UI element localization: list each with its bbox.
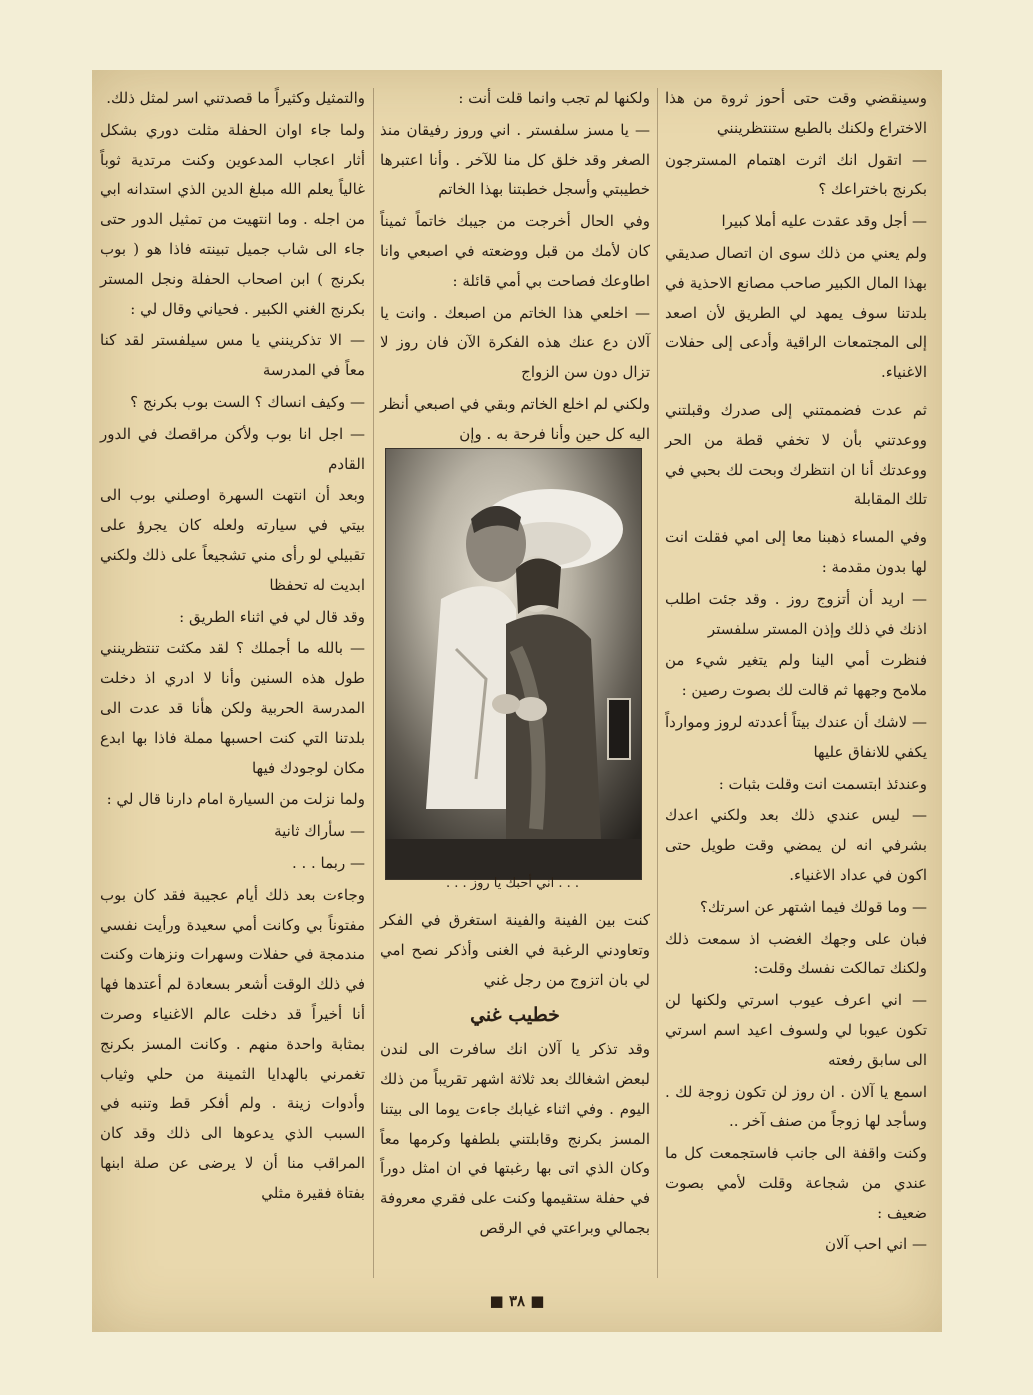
photo-illustration [386,449,641,879]
paragraph: ولما جاء اوان الحفلة مثلت دوري بشكل أثار اعجاب المدعوين وكنت مرتدية ثوباً غالياً يعلم الله مبلغ الدين الذي استدانه ابي من اجله . وما انتهيت من تمثيل الدور حتى جاء الى شاب جميل تبينته فاذا هو ( بوب بكرنج ) ابن اصحاب الحفلة ونجل المستر بكرنج الغني الكبير . فحياني وقال لي : [100,120,365,318]
paragraph: — وما قولك فيما اشتهر عن اسرتك؟ [699,897,927,916]
magazine-page [92,70,942,1332]
paragraph: — أجل وقد عقدت عليه أملا كبيرا [721,212,927,231]
couple-photograph [385,448,642,880]
paragraph: — ربما . . . [291,853,365,872]
middle-column [380,84,650,452]
right-column [665,84,927,1262]
paragraph: فنظرت أمي الينا ولم يتغير شيء من ملامح وجهها ثم قالت لك بصوت رصين : [665,651,927,700]
paragraph: — اجل انا بوب ولأكن مراقصك في الدور القادم [100,424,365,473]
paragraph: وبعد أن انتهت السهرة اوصلني بوب الى بيتي في سيارته ولعله كان يجرؤ على تقبيلي لو رأى مني تشجيعاً على ذلك ولكني ابديت له تحفظا [100,486,365,594]
paragraph: ولم يعني من ذلك سوى ان اتصال صديقي بهذا المال الكبير صاحب مصانع الاحذية في بلدتنا سوف يمهد لي الطريق لأن اصعد إلى المجتمعات الراقية وأدعى إلى حفلات الاغنياء. [665,243,927,382]
paragraph: كنت بين الفينة والفينة استغرق في الفكر وتعاودني الرغبة في الغنى وأذكر نصح امي لي بان اتزوج من رجل غني [380,911,650,989]
column-divider [657,88,658,1278]
paragraph: وفي المساء ذهبنا معا إلى امي فقلت انت لها بدون مقدمة : [665,528,927,576]
paragraph: ولما نزلت من السيارة امام دارنا قال لي : [106,790,365,809]
middle-column-lower [380,906,650,1246]
paragraph: — الا تذكرينني يا مس سيلفستر لقد كنا معاً في المدرسة [100,331,365,380]
paragraph: ثم عدت فضممتني إلى صدرك وقبلتني ووعدتني بأن لا تخفي قطة من الحر ووعدتك أنا ان انتظرك وبحت لك بحبي في تلك المقابلة [665,400,927,509]
paragraph: وعندئذ ابتسمت انت وقلت بثبات : [718,774,927,793]
photo-caption: . . . اني أحبك يا روز . . . [446,876,579,891]
paragraph: — لاشك أن عندك بيتاً أعددته لروز وموارداً يكفي للانفاق عليها [665,712,927,761]
paragraph: ولكنها لم تجب وانما قلت أنت : [458,89,650,107]
column-divider [373,88,374,1278]
paragraph: — اني احب آلان [824,1235,927,1254]
paragraph: وقد تذكر يا آلان انك سافرت الى لندن لبعض اشغالك بعد ثلاثة اشهر تقريباً من ذلك اليوم . وفي اثناء غيابك جاءت يوما الى بيتنا المسز بكرنج وقابلتني بلطفها وكرمها معاً وكان الذي اتى بها رغبتها في ان امثل دوراً في حفلة ستقيمها وكنت على فقري معروفة بجمالي وبراعتي في الرقص [380,1040,650,1237]
paragraph: — سأراك ثانية [274,822,365,841]
left-column [100,84,365,1210]
paragraph: — يا مسز سلفستر . اني وروز رفيقان منذ الصغر وقد خلق كل منا للآخر . وأنا اعتبرها خطيبتي وأسجل خطبتنا بهذا الخاتم [380,120,650,199]
paragraph: وفي الحال أخرجت من جيبك خاتماً ثميناً كان لأمك من قبل ووضعته في اصبعي وانا اطاوعك فصاحت بي أمي قائلة : [380,212,650,290]
paragraph: فبان على وجهك الغضب اذ سمعت ذلك ولكنك تمالكت نفسك وقلت: [665,929,927,978]
paragraph: — اتقول انك اثرت اهتمام المسترجون بكرنج باختراعك ؟ [665,150,927,199]
paragraph: — اني اعرف عيوب اسرتي ولكنها لن تكون عيوبا لي ولسوف اعيد اسم اسرتي الى سابق رفعته [665,991,927,1069]
page-number: ■ ٣٨ ■ [489,1292,545,1310]
paragraph: وسينقضي وقت حتى أحوز ثروة من هذا الاختراع ولكنك بالطبع ستنتظرينني [665,89,927,137]
section-subheading: خطيب غني [470,1004,560,1027]
paragraph: والتمثيل وكثيراً ما قصدتني اسر لمثل ذلك. [106,89,365,107]
paragraph: — اريد أن أتزوج روز . وقد جئت اطلب اذنك في ذلك وإذن المستر سلفستر [665,589,927,638]
paragraph: وقد قال لي في اثناء الطريق : [179,607,365,626]
paragraph: وجاءت بعد ذلك أيام عجيبة فقد كان بوب مفتوناً بي وكانت أمي سعيدة ورأيت نفسي مندمجة في حفلات وسهرات ونزهات وكنت في ذلك الوقت أشعر بسعادة لم أعتدها فها أنا أخيراً قد دخلت عالم الاغنياء وصرت بمثابة واحدة منهم . وكانت المسز بكرنج تغمرني بالهدايا الثمينة من حلي وثياب وأدوات زينة . ولم أفكر قط وتنبه في السبب الذي يدعوها الى ذلك وقد كان المراقب منا أن لا يرضى عن صلة ابنها بفتاة فقيرة مثلي [100,885,365,1202]
paragraph: وكنت واقفة الى جانب فاستجمعت كل ما عندي من شجاعة وقلت لأمي بصوت ضعيف : [665,1144,927,1222]
paragraph: ولكني لم اخلع الخاتم وبقي في اصبعي أنظر اليه كل حين وأنا فرحة به . وإن [380,394,650,443]
paragraph: اسمع يا آلان . ان روز لن تكون زوجة لك . وسأجد لها زوجاً من صنف آخر .. [665,1082,927,1131]
paragraph: — اخلعي هذا الخاتم من اصبعك . وانت يا آلان دع عنك هذه الفكرة الآن فان روز لا تزال دون سن الزواج [380,303,650,382]
paragraph: — بالله ما أجملك ؟ لقد مكثت تنتظرينني طول هذه السنين وأنا لا ادري اذ دخلت المدرسة الحربية ولكن هأنا قد عدت الى بلدتنا التي كنت احسبها مملة فاذا بها ابدع مكان لوجودك فيها [100,639,365,777]
paragraph: — ليس عندي ذلك بعد ولكني اعدك بشرفي انه لن يمضي وقت طويل حتى اكون في عداد الاغنياء. [665,806,927,884]
paragraph: — وكيف انساك ؟ الست بوب بكرنج ؟ [130,392,365,411]
